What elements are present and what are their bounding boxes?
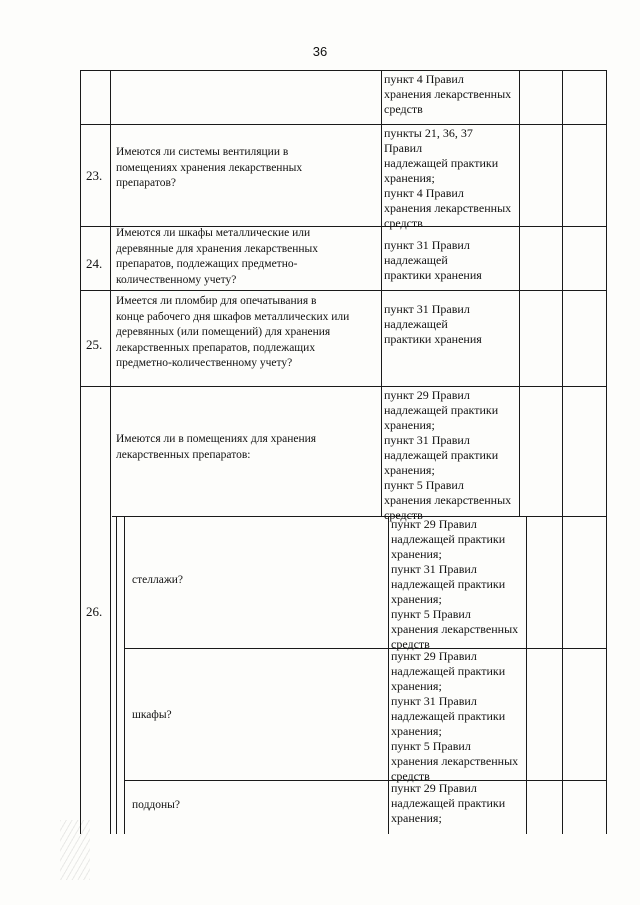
reference-cell <box>384 238 522 283</box>
subitem-reference-line: хранения лекарственных <box>391 622 519 636</box>
reference-cell-line: пункт 31 Правил <box>384 433 470 447</box>
question-cell-line: Имеется ли пломбир для опечатывания в <box>116 295 317 307</box>
subitem-reference-line: пункт 5 Правил <box>391 739 471 753</box>
subitem-reference-line: хранения; <box>391 811 442 825</box>
row-border <box>80 386 607 387</box>
subitem-reference-line: пункт 29 Правил <box>391 781 477 795</box>
subitem-reference-line: хранения; <box>391 592 442 606</box>
question-cell-line: Имеются ли системы вентиляции в <box>116 146 289 158</box>
reference-cell <box>384 302 522 347</box>
subitem-reference-line: пункт 29 Правил <box>391 517 477 531</box>
reference-cell-line: пункт 4 Правил <box>384 186 464 200</box>
reference-cell-line: пункты 21, 36, 37 <box>384 126 473 140</box>
subitem-question: стеллажи? <box>132 574 184 586</box>
subitem-reference-line: хранения; <box>391 547 442 561</box>
question-cell-line: деревянные для хранения лекарственных <box>116 242 318 255</box>
question-cell-line: количественному учету? <box>116 273 237 286</box>
row-number: 26. <box>86 604 103 619</box>
reference-cell-line: хранения лекарственных <box>384 201 512 215</box>
subitem-reference-line: хранения лекарственных <box>391 754 519 768</box>
subitem-reference-line: пункт 31 Правил <box>391 562 477 576</box>
reference-cell-line: хранения; <box>384 171 435 185</box>
row-border <box>80 290 607 291</box>
question-cell-line: Имеются ли шкафы металлические или <box>116 227 311 239</box>
reference-cell-line: пункт 4 Правил <box>384 72 464 86</box>
table-top-border <box>80 70 607 71</box>
question-cell-line: препаратов? <box>116 177 176 189</box>
reference-cell-line: надлежащей <box>384 253 448 267</box>
reference-cell-line: хранения; <box>384 463 435 477</box>
row-border <box>124 780 607 781</box>
question-cell-line: предметно-количественному учету? <box>116 357 293 369</box>
reference-cell-line: хранения лекарственных <box>384 493 512 507</box>
question-cell-line: лекарственных препаратов: <box>116 448 251 461</box>
subitem-reference-line: надлежащей практики <box>391 532 506 546</box>
reference-cell <box>384 126 522 231</box>
subitem-reference <box>391 517 529 652</box>
row-border <box>124 648 607 649</box>
subitem-question: поддоны? <box>132 799 181 811</box>
subitem-reference-line: средств <box>391 637 430 651</box>
question-cell-line: лекарственных препаратов, подлежащих <box>116 341 316 354</box>
question-cell <box>116 226 380 288</box>
subitem-reference-line: надлежащей практики <box>391 709 506 723</box>
reference-cell-line: надлежащей практики <box>384 156 499 170</box>
subitem-reference-line: средств <box>391 769 430 783</box>
reference-cell-line: пункт 5 Правил <box>384 478 464 492</box>
subitem-reference-line: хранения; <box>391 679 442 693</box>
row-number: 23. <box>86 168 103 183</box>
reference-cell-line: хранения; <box>384 418 435 432</box>
row-number: 25. <box>86 337 103 352</box>
row-border <box>80 124 607 125</box>
reference-cell-line: надлежащей практики <box>384 448 499 462</box>
subitem-reference-line: надлежащей практики <box>391 577 506 591</box>
scan-artifact <box>60 820 90 880</box>
reference-cell-line: хранения лекарственных <box>384 87 512 101</box>
right-border <box>606 70 607 834</box>
reference-cell <box>384 388 522 523</box>
subitem-reference <box>391 781 529 826</box>
row-number: 24. <box>86 256 103 271</box>
reference-cell-line: практики хранения <box>384 268 482 282</box>
reference-cell-line: надлежащей <box>384 317 448 331</box>
subitem-reference-line: надлежащей практики <box>391 664 506 678</box>
question-cell <box>116 145 380 192</box>
left-border <box>80 70 81 834</box>
reference-cell-line: практики хранения <box>384 332 482 346</box>
reference-cell-line: пункт 31 Правил <box>384 302 470 316</box>
subitem-reference-line: пункт 5 Правил <box>391 607 471 621</box>
subitem-question: шкафы? <box>132 709 172 721</box>
question-cell <box>116 294 380 372</box>
reference-cell-line: пункт 31 Правил <box>384 238 470 252</box>
subitem-reference-line: хранения; <box>391 724 442 738</box>
reference-cell-line: пункт 29 Правил <box>384 388 470 402</box>
question-cell-line: помещениях хранения лекарственных <box>116 161 303 174</box>
question-cell-line: конце рабочего дня шкафов металлических или <box>116 310 350 323</box>
question-cell <box>116 432 380 463</box>
subitem-reference-line: пункт 31 Правил <box>391 694 477 708</box>
row-border <box>112 516 607 517</box>
question-cell-line: деревянных (или помещений) для хранения <box>116 326 331 338</box>
reference-cell-line: средств <box>384 216 423 230</box>
question-cell-line: препаратов, подлежащих предметно- <box>116 258 298 270</box>
page-number: 36 <box>312 44 328 59</box>
subitem-reference-line: пункт 29 Правил <box>391 649 477 663</box>
sub-indent-border <box>124 516 125 834</box>
reference-cell-line: Правил <box>384 141 423 155</box>
check-col-border <box>562 70 563 834</box>
reference-cell <box>384 72 522 117</box>
subitem-reference <box>391 649 529 784</box>
reference-cell-line: надлежащей практики <box>384 403 499 417</box>
ref-col-border <box>388 516 389 834</box>
reference-cell-line: средств <box>384 508 423 522</box>
sub-indent-border <box>116 516 117 834</box>
reference-cell-line: средств <box>384 102 423 116</box>
question-cell-line: Имеются ли в помещениях для хранения <box>116 433 317 445</box>
subitem-reference-line: надлежащей практики <box>391 796 506 810</box>
number-col-border <box>110 70 111 834</box>
ref-col-border <box>381 70 382 516</box>
